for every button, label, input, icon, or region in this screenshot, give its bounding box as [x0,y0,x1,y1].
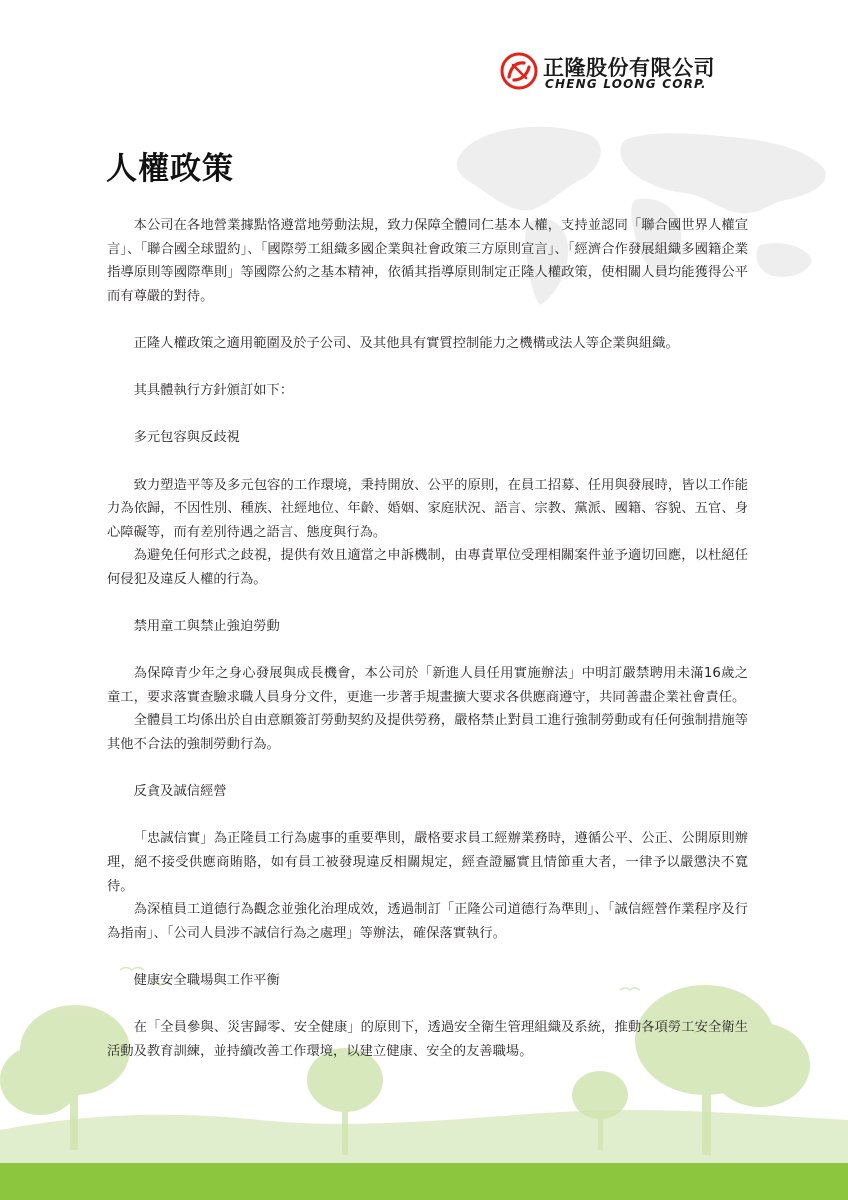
company-logo [500,52,750,92]
section-paragraph: 為避免任何形式之歧視，提供有效且適當之申訴機制，由專責單位受理相關案件並予適切回應，以杜絕任何侵犯及違反人權的行為。 [107,548,748,587]
document-body [107,214,748,1063]
section-paragraph: 致力塑造平等及多元包容的工作環境，秉持開放、公平的原則，在員工招募、任用與發展時，皆以工作能力為依歸，不因性別、種族、社經地位、年齡、婚姻、家庭狀況、語言、宗教、黨派、國籍、容貌、五官、身心障礙等，而有差別待遇之語言、態度與行為。 [107,477,748,540]
page-title: 人權政策 [106,151,234,187]
company-name-cn: 正隆股份有限公司 [543,56,715,80]
ground-strip [0,1163,848,1200]
section-paragraph: 「忠誠信實」為正隆員工行為處事的重要準則，嚴格要求員工經辦業務時，遵循公平、公正、公開原則辦理，絕不接受供應商賄賂，如有員工被發現違反相關規定，經查證屬實且情節重大者，一律予以嚴懲決不寬待。 [107,831,748,894]
cl-logo-icon [500,52,538,90]
guidelines-intro: 其具體執行方針頒訂如下： [133,383,294,399]
section-paragraph: 全體員工均係出於自由意願簽訂勞動契約及提供勞務，嚴格禁止對員工進行強制勞動或有任何強制措施等其他不合法的強制勞動行為。 [107,713,748,753]
section-heading: 健康安全職場與工作平衡 [133,973,280,988]
section-heading: 多元包容與反歧視 [133,430,240,446]
scope-paragraph: 正隆人權政策之適用範圍及於子公司、及其他具有實質控制能力之機構或法人等企業與組織。 [133,335,679,351]
section-heading: 禁用童工與禁止強迫勞動 [133,619,280,635]
company-name-en: CHENG LOONG CORP. [545,77,707,91]
section-paragraph: 在「全員參與、災害歸零、安全健康」的原則下，透過安全衛生管理組織及系統，推動各項勞工安全衛生活動及教育訓練，並持續改善工作環境，以建立健康、安全的友善職場。 [107,1020,748,1059]
intro-paragraph: 本公司在各地營業據點恪遵當地勞動法規，致力保障全體同仁基本人權，支持並認同「聯合國世界人權宣言」、「聯合國全球盟約」、「國際勞工組織多國企業與社會政策三方原則宣言」、「經濟合作發展組織多國籍企業指導原則等國際準則」等國際公約之基本精神，依循其指導原則制定正隆人權政策，使相關人員均能獲得公平而有尊嚴的對待。 [107,218,748,304]
section-paragraph: 為保障青少年之身心發展與成長機會，本公司於「新進人員任用實施辦法」中明訂嚴禁聘用未滿16歲之童工，要求落實查驗求職人員身分文件，更進一步著手規畫擴大要求各供應商遵守，共同善盡企業社會責任。 [107,666,748,705]
section-paragraph: 為深植員工道德行為觀念並強化治理成效，透過制訂「正隆公司道德行為準則」、「誠信經營作業程序及行為指南」、「公司人員涉不誠信行為之處理」等辦法，確保落實執行。 [107,902,748,941]
section-heading: 反貪及誠信經營 [133,784,227,800]
